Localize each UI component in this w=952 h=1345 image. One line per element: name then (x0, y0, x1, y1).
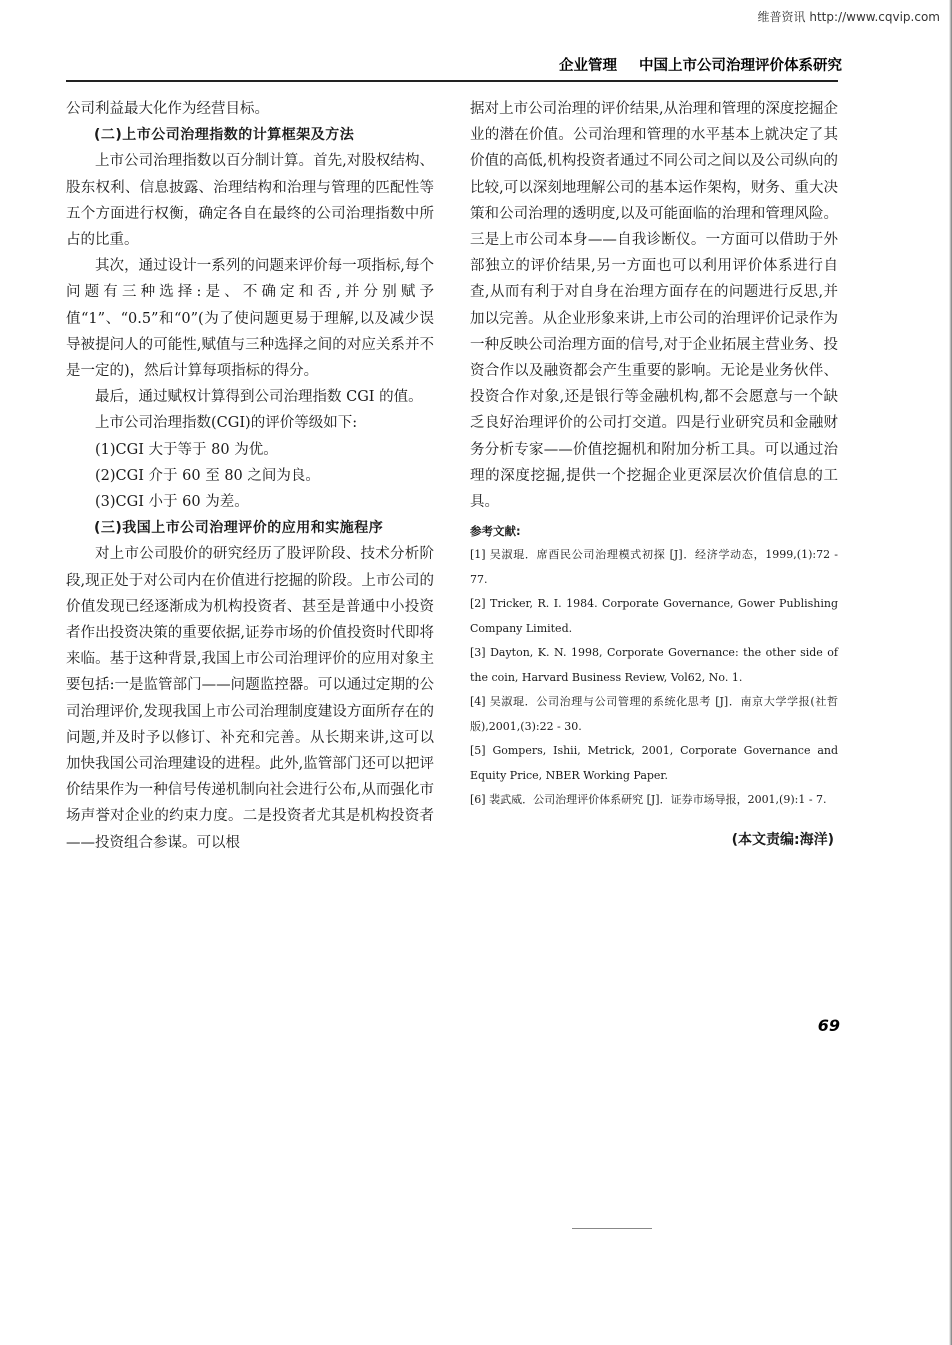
paragraph: 据对上市公司治理的评价结果,从治理和管理的深度挖掘企业的潜在价值。公司治理和管理的水平基本上就决定了其价值的高低,机构投资者通过不同公司之间以及公司纵向的比较,可以深刻地理解公司的基本运作架构，财务、重大决策和公司治理的透明度,以及可能面临的治理和管理风险。三是上市公司本身——自我诊断仪。一方面可以借助于外部独立的评价结果,另一方面也可以利用评价体系进行自查,从而有利于对自身在治理方面存在的问题进行反思,并加以完善。从企业形象来讲,上市公司的治理评价记录作为一种反映公司治理方面的信号,对于企业拓展主营业务、投资合作以及融资都会产生重要的影响。无论是业务伙伴、投资合作对象,还是银行等金融机构,都不会愿意与一个缺乏良好治理评价的公司打交道。四是行业研究员和金融财务分析专家——价值挖掘机和附加分析工具。可以通过治理的深度挖掘,提供一个挖掘企业更深层次价值信息的工具。 (470, 101, 838, 511)
reference-item: [2] Tricker, R. I. 1984. Corporate Governance, Gower Publishing Company Limited. (470, 597, 838, 635)
paragraph: 最后，通过赋权计算得到公司治理指数 CGI 的值。 (95, 389, 423, 406)
grade-item: (3)CGI 小于 60 为差。 (95, 494, 249, 511)
header-rule (66, 80, 838, 82)
reference-item: [6] 裴武威．公司治理评价体系研究 [J]．证券市场导报，2001,(9):1 - 7. (470, 793, 827, 807)
running-header-title: 中国上市公司治理评价体系研究 (639, 58, 842, 74)
page-number: 69 (817, 1016, 840, 1035)
section-heading-2: (二)上市公司治理指数的计算框架及方法 (94, 127, 355, 144)
paragraph: 其次，通过设计一系列的问题来评价每一项指标,每个问题有三种选择:是、不确定和否,并分别赋予值“1”、“0.5”和“0”(为了使问题更易于理解,以及减少误导被提问人的可能性,赋值与三种选择之间的对应关系并不是一定的)，然后计算每项指标的得分。 (66, 258, 434, 380)
left-column (66, 96, 434, 856)
reference-item: [3] Dayton, K. N. 1998, Corporate Governance: the other side of the coin, Harvard Business Review, Vol62, No. 1. (470, 646, 838, 684)
running-header (559, 54, 842, 75)
reference-item: [1] 吴淑琨．席酉民公司治理模式初探 [J]．经济学动态，1999,(1):72 - 77. (470, 548, 838, 586)
references-title: 参考文献: (470, 524, 521, 539)
paragraph: 对上市公司股价的研究经历了股评阶段、技术分析阶段,现正处于对公司内在价值进行挖掘的阶段。上市公司的价值发现已经逐渐成为机构投资者、甚至是普通中小投资者作出投资决策的重要依据,证券市场的价值投资时代即将来临。基于这种背景,我国上市公司治理评价的应用对象主要包括:一是监管部门——问题监控器。可以通过定期的公司治理评价,发现我国上市公司治理制度建设方面所存在的问题,并及时予以修订、补充和完善。从长期来讲,这可以加快我国公司治理建设的进程。此外,监管部门还可以把评价结果作为一种信号传递机制向社会进行公布,从而强化市场声誉对企业的约束力度。二是投资者尤其是机构投资者——投资组合参谋。可以根 (66, 546, 434, 851)
paragraph: 上市公司治理指数(CGI)的评价等级如下: (95, 415, 358, 432)
section-heading-3: (三)我国上市公司治理评价的应用和实施程序 (94, 520, 384, 537)
grade-item: (1)CGI 大于等于 80 为优。 (95, 441, 278, 458)
reference-item: [4] 吴淑琨．公司治理与公司管理的系统化思考 [J]．南京大学学报(社哲版),2001,(3):22 - 30. (470, 695, 838, 733)
paragraph: 公司利益最大化作为经营目标。 (66, 101, 269, 117)
watermark: 维普资讯 http://www.cqvip.com (757, 10, 940, 24)
right-column (470, 96, 838, 853)
paragraph: 上市公司治理指数以百分制计算。首先,对股权结构、股东权利、信息披露、治理结构和治理与管理的匹配性等五个方面进行权衡，确定各自在最终的公司治理指数中所占的比重。 (66, 153, 434, 249)
running-header-section: 企业管理 (559, 58, 617, 74)
grade-item: (2)CGI 介于 60 至 80 之间为良。 (95, 467, 320, 484)
bottom-rule (572, 1228, 652, 1229)
reference-item: [5] Gompers, Ishii, Metrick, 2001, Corporate Governance and Equity Price, NBER Working Paper. (470, 744, 838, 782)
editor-note: (本文责编:海洋) (731, 831, 834, 848)
